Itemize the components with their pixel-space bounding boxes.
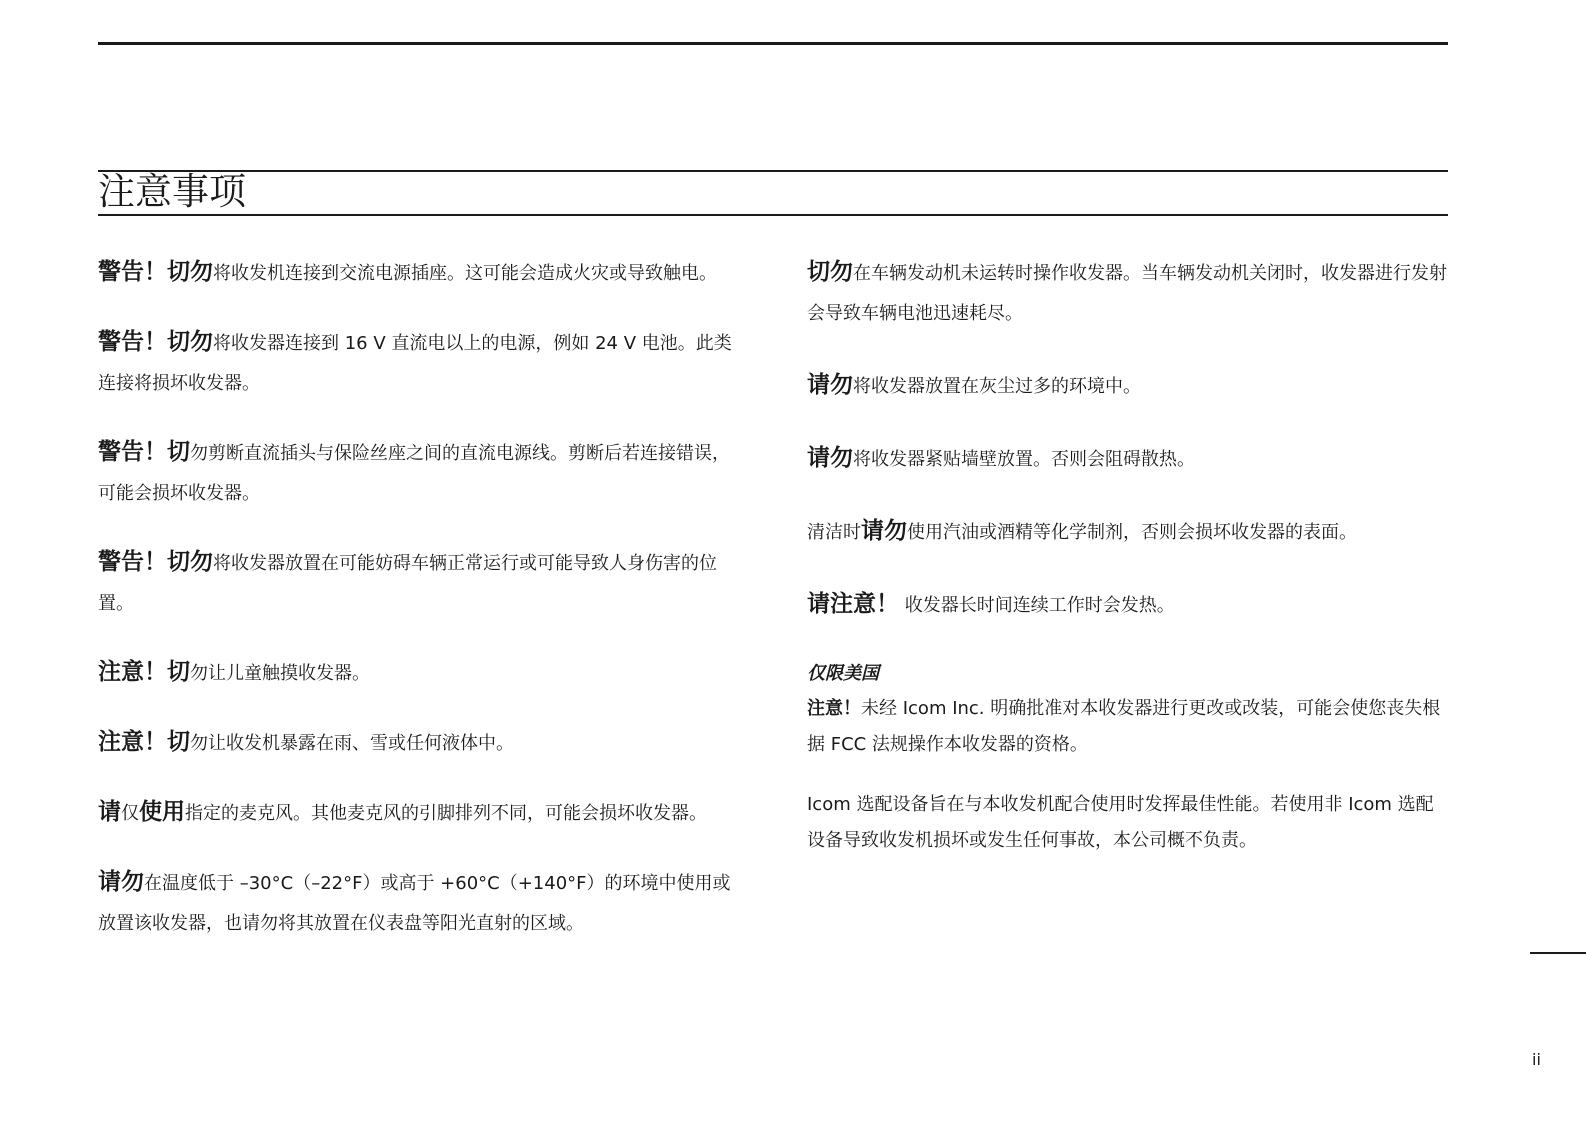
notice-power-cable bbox=[98, 432, 743, 514]
left-column bbox=[98, 252, 743, 972]
notice-wall bbox=[807, 438, 1450, 480]
notice-ac-outlet bbox=[98, 252, 743, 294]
notice-label: 请勿 bbox=[98, 869, 144, 895]
us-only-section bbox=[807, 657, 1450, 859]
notice-text: 勿让儿童触摸收发器。 bbox=[190, 663, 370, 684]
title-rule-top bbox=[98, 170, 1448, 172]
notice-prefix: 清洁时 bbox=[807, 522, 861, 543]
notice-label: 请勿 bbox=[807, 445, 853, 471]
notice-text: 仅 bbox=[121, 803, 139, 824]
notice-label: 使用 bbox=[139, 799, 185, 825]
notice-label: 请 bbox=[98, 799, 121, 825]
page-number: ii bbox=[1532, 1050, 1541, 1069]
notice-liquids bbox=[98, 722, 743, 764]
notice-text: 收发器长时间连续工作时会发热。 bbox=[899, 595, 1175, 616]
notice-text: 在温度低于 –30°C（–22°F）或高于 +60°C（+140°F）的环境中使用或放置该收发器，也请勿将其放置在仪表盘等阳光直射的区域。 bbox=[98, 873, 731, 934]
notice-label: 请注意！ bbox=[807, 591, 899, 617]
notice-label: 注意！切 bbox=[98, 729, 190, 755]
notice-text: 未经 Icom Inc. 明确批准对本收发器进行更改或改装，可能会使您丧失根据 FCC 法规操作本收发器的资格。 bbox=[807, 698, 1441, 755]
notice-text: 指定的麦克风。其他麦克风的引脚排列不同，可能会损坏收发器。 bbox=[185, 803, 707, 824]
notice-text: 将收发器放置在可能妨碍车辆正常运行或可能导致人身伤害的位置。 bbox=[98, 553, 717, 614]
top-rule bbox=[98, 42, 1448, 45]
title-rule-bottom bbox=[98, 214, 1448, 216]
notice-text: 在车辆发动机未运转时操作收发器。当车辆发动机关闭时，收发器进行发射会导致车辆电池迅速耗尽。 bbox=[807, 263, 1447, 324]
notice-text: 勿剪断直流插头与保险丝座之间的直流电源线。剪断后若连接错误，可能会损坏收发器。 bbox=[98, 443, 730, 504]
notice-placement bbox=[98, 542, 743, 624]
notice-temperature bbox=[98, 862, 743, 944]
notice-microphone bbox=[98, 792, 743, 834]
notice-label: 注意！切 bbox=[98, 659, 190, 685]
notice-label: 警告！切勿 bbox=[98, 549, 213, 575]
notice-engine-off bbox=[807, 252, 1450, 334]
us-only-notice bbox=[807, 691, 1450, 763]
right-column bbox=[807, 252, 1450, 859]
notice-text: 将收发机连接到交流电源插座。这可能会造成火灾或导致触电。 bbox=[213, 263, 717, 284]
notice-label: 请勿 bbox=[807, 372, 853, 398]
notice-cleaning bbox=[807, 511, 1450, 553]
notice-text: 将收发器放置在灰尘过多的环境中。 bbox=[853, 376, 1141, 397]
notice-text: 勿让收发机暴露在雨、雪或任何液体中。 bbox=[190, 733, 514, 754]
notice-label: 警告！切 bbox=[98, 439, 190, 465]
notice-heat bbox=[807, 584, 1450, 626]
notice-children bbox=[98, 652, 743, 694]
notice-label: 警告！切勿 bbox=[98, 259, 213, 285]
notice-dust bbox=[807, 365, 1450, 407]
edge-tab-rule bbox=[1530, 952, 1586, 954]
us-only-heading: 仅限美国 bbox=[807, 663, 879, 684]
notice-text: 将收发器连接到 16 V 直流电以上的电源，例如 24 V 电池。此类连接将损坏收发器。 bbox=[98, 333, 732, 394]
notice-label: 警告！切勿 bbox=[98, 329, 213, 355]
notice-power-voltage bbox=[98, 322, 743, 404]
notice-text: 将收发器紧贴墙壁放置。否则会阻碍散热。 bbox=[853, 449, 1195, 470]
notice-text: 使用汽油或酒精等化学制剂，否则会损坏收发器的表面。 bbox=[907, 522, 1357, 543]
notice-label: 注意！ bbox=[807, 698, 861, 719]
notice-label: 切勿 bbox=[807, 259, 853, 285]
options-note: Icom 选配设备旨在与本收发机配合使用时发挥最佳性能。若使用非 Icom 选配设备导致收发机损坏或发生任何事故，本公司概不负责。 bbox=[807, 794, 1434, 851]
page-title: 注意事项 bbox=[98, 170, 246, 213]
notice-label: 请勿 bbox=[861, 518, 907, 544]
